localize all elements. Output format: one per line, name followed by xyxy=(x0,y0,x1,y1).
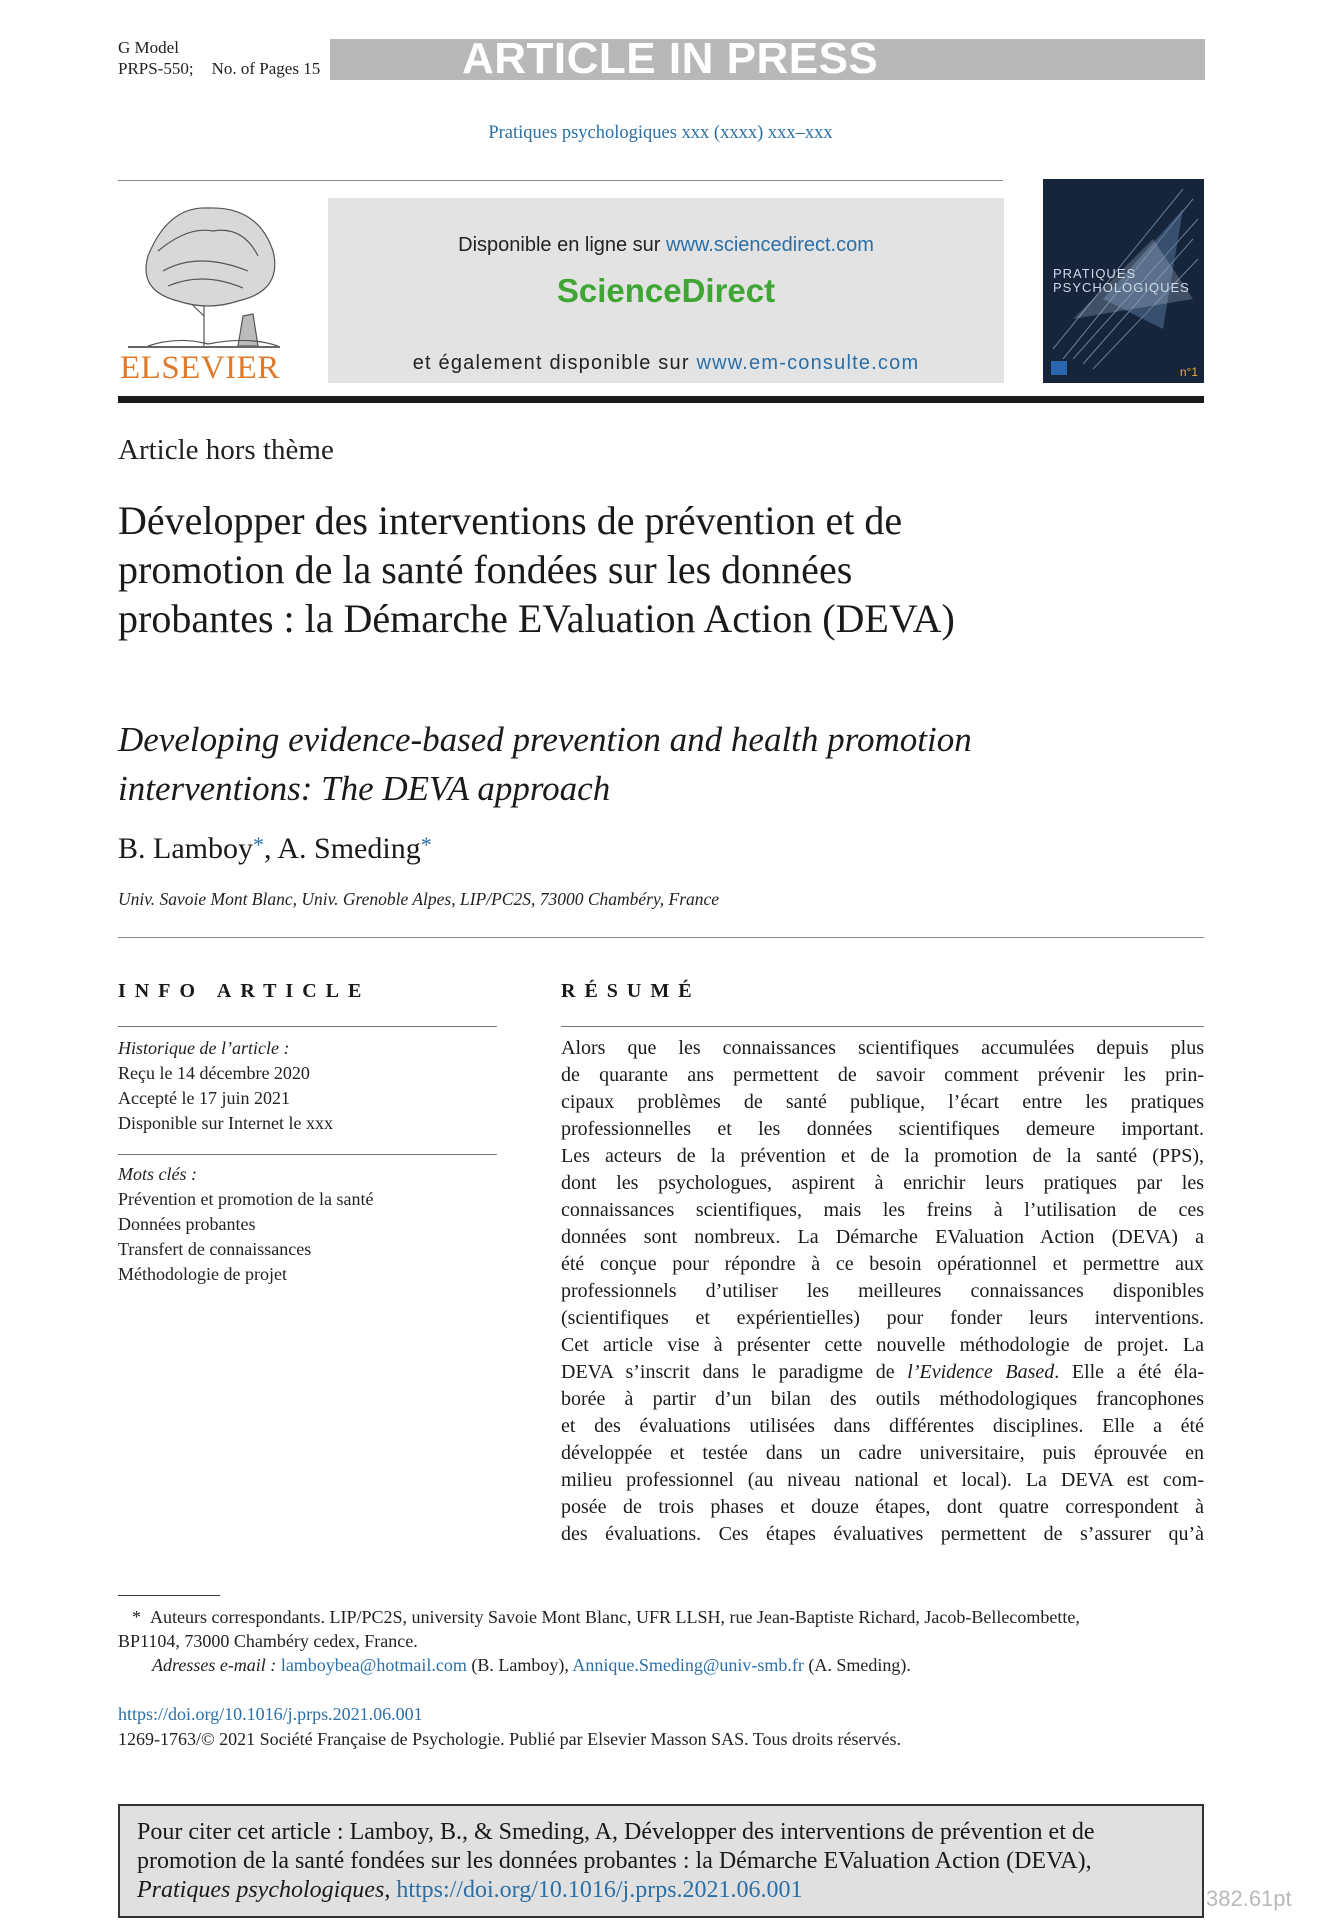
page-count: No. of Pages 15 xyxy=(211,59,321,78)
em-consulte-link[interactable]: www.em-consulte.com xyxy=(696,352,920,374)
email-label: Adresses e-mail : xyxy=(152,1655,277,1675)
info-rule-keywords xyxy=(118,1154,497,1155)
gmodel-label: G Model xyxy=(118,38,179,57)
abstract-line: Cet article vise à présenter cette nouvelle méthodologie de projet. La xyxy=(561,1334,1204,1356)
abstract-emphasis: l’Evidence Based xyxy=(907,1361,1055,1383)
title-english: Developing evidence-based prevention and health promotion interventions: The DEVA approach xyxy=(118,720,972,808)
abstract-line: Les acteurs de la prévention et de la promotion de la santé (PPS), xyxy=(561,1145,1204,1167)
abstract-line-mixed xyxy=(561,1359,1204,1386)
title-french: Développer des interventions de prévention et de promotion de la santé fondées sur les données probantes : la Démarche EValuation Action (DEVA) xyxy=(118,498,955,641)
abstract-line: professionnels d’utiliser les meilleures connaissances disponibles xyxy=(561,1280,1204,1302)
footnote-line: BP1104, 73000 Chambéry cedex, France. xyxy=(118,1631,418,1651)
cover-issue-number: n°1 xyxy=(1179,365,1198,379)
email-lamboy-link[interactable]: lamboybea@hotmail.com xyxy=(280,1655,467,1675)
email-smeding-name: (A. Smeding). xyxy=(803,1655,911,1675)
citation-prefix: Pour citer cet article : Lamboy, B., & Smeding, A, Développer des interventions de prévention et de promotion de la santé fondées sur les données probantes : la Démarche EValuation Action (DEVA), xyxy=(137,1819,1095,1874)
abstract-line: Alors que les connaissances scientifiques accumulées depuis plus xyxy=(561,1037,1204,1059)
model-info xyxy=(118,37,338,79)
abstract-line: connaissances scientifiques, mais les freins à l’utilisation de ces xyxy=(561,1199,1204,1221)
abstract-line: professionnelles et les données scientifiques demeure important. xyxy=(561,1118,1204,1140)
abstract-line: développée et testée dans un cadre universitaire, puis éprouvée en xyxy=(561,1442,1204,1464)
resume-rule xyxy=(561,1026,1204,1027)
keyword: Méthodologie de projet xyxy=(118,1264,287,1284)
cover-title xyxy=(1053,267,1190,295)
abstract-line: été conçue pour répondre à ce besoin opérationnel et permettre aux xyxy=(561,1253,1204,1275)
title-divider xyxy=(118,937,1204,938)
footnote-line xyxy=(118,1605,1204,1629)
copyright: 1269-1763/© 2021 Société Française de Psychologie. Publié par Elsevier Masson SAS. Tous droits réservés. xyxy=(118,1729,901,1749)
corresponding-footnote xyxy=(118,1605,1204,1677)
abstract-line: posée de trois phases et douze étapes, dont quatre correspondent à xyxy=(561,1496,1204,1518)
keyword: Transfert de connaissances xyxy=(118,1239,312,1259)
cover-title-line2: PSYCHOLOGIQUES xyxy=(1053,280,1190,295)
header-divider xyxy=(118,180,1003,181)
page-size-label: 382.61pt xyxy=(1206,1886,1292,1911)
citation-text xyxy=(137,1818,1187,1905)
email-smeding-link[interactable]: Annique.Smeding@univ-smb.fr xyxy=(572,1655,804,1675)
footnote-rule xyxy=(118,1595,220,1596)
abstract-line-part: . Elle a été éla- xyxy=(1054,1361,1205,1383)
info-article-heading: INFO ARTICLE xyxy=(118,980,371,1002)
abstract-line: milieu professionnel (au niveau national et local). La DEVA est com- xyxy=(561,1469,1204,1491)
doi-link[interactable]: https://doi.org/10.1016/j.prps.2021.06.001 xyxy=(118,1704,423,1724)
journal-cover xyxy=(1043,179,1204,383)
keywords xyxy=(118,1162,373,1287)
history-label: Historique de l’article : xyxy=(118,1038,290,1058)
info-rule-top xyxy=(118,1026,497,1027)
abstract-line: données sont nombreux. La Démarche EValuation Action (DEVA) a xyxy=(561,1226,1204,1248)
header-thick-rule xyxy=(118,396,1204,403)
footnote-marker: * xyxy=(132,1607,141,1627)
affiliation: Univ. Savoie Mont Blanc, Univ. Grenoble Alpes, LIP/PC2S, 73000 Chambéry, France xyxy=(118,889,720,909)
received-date: Reçu le 14 décembre 2020 xyxy=(118,1063,310,1083)
sciencedirect-logo: ScienceDirect xyxy=(556,272,776,309)
keyword: Données probantes xyxy=(118,1214,256,1234)
model-code-row xyxy=(118,58,338,79)
abstract-line: et des évaluations utilisées dans différentes disciplines. Elle a été xyxy=(561,1415,1204,1437)
abstract-line: des évaluations. Ces étapes évaluatives permettent de s’assurer qu’à xyxy=(561,1523,1204,1545)
abstract-line: (scientifiques et expérientielles) pour fonder leurs interventions. xyxy=(561,1307,1204,1329)
keyword: Prévention et promotion de la santé xyxy=(118,1189,374,1209)
abstract-line: cipaux problèmes de santé publique, l’écart entre les pratiques xyxy=(561,1091,1204,1113)
citation-separator: , xyxy=(384,1877,397,1903)
article-history xyxy=(118,1036,333,1136)
resume-heading: RÉSUMÉ xyxy=(561,980,701,1002)
author-footnote-link[interactable]: * xyxy=(420,832,432,857)
abstract-line-part: DEVA s’inscrit dans le paradigme de xyxy=(561,1361,908,1383)
author-smeding: A. Smeding xyxy=(277,832,421,865)
online-date: Disponible sur Internet le xxx xyxy=(118,1113,333,1133)
cover-title-line1: PRATIQUES xyxy=(1053,266,1137,281)
also-prefix: et également disponible sur xyxy=(412,352,697,374)
abstract-line: dont les psychologues, aspirent à enrichir leurs pratiques par les xyxy=(561,1172,1204,1194)
abstract-line: borée à partir d’un bilan des outils méthodologiques francophones xyxy=(561,1388,1204,1410)
citation-doi-link[interactable]: https://doi.org/10.1016/j.prps.2021.06.001 xyxy=(396,1877,803,1903)
abstract-body xyxy=(561,1035,1204,1548)
sciencedirect-link[interactable]: www.sciencedirect.com xyxy=(666,234,874,256)
keywords-label: Mots clés : xyxy=(118,1164,197,1184)
journal-reference: Pratiques psychologiques xxx (xxxx) xxx–xxx xyxy=(488,123,833,143)
elsevier-wordmark: ELSEVIER xyxy=(120,350,280,386)
also-availability xyxy=(328,352,1004,375)
article-type: Article hors thème xyxy=(118,434,334,466)
model-code: PRPS-550; xyxy=(118,59,194,78)
email-lamboy-name: (B. Lamboy), xyxy=(466,1655,573,1675)
author-footnote-link[interactable]: * xyxy=(253,832,264,857)
accepted-date: Accepté le 17 juin 2021 xyxy=(118,1088,290,1108)
online-prefix: Disponible en ligne sur xyxy=(458,234,667,256)
author-lamboy: B. Lamboy xyxy=(118,832,253,865)
citation-journal: Pratiques psychologiques xyxy=(137,1877,385,1903)
online-availability xyxy=(328,234,1004,257)
footnote-text: Auteurs correspondants. LIP/PC2S, university Savoie Mont Blanc, UFR LLSH, rue Jean-Baptiste Richard, Jacob-Bellecombette, xyxy=(150,1607,1080,1627)
abstract-line: de quarante ans permettent de savoir comment prévenir les prin- xyxy=(561,1064,1204,1086)
email-line xyxy=(118,1653,1204,1677)
article-in-press-label: ARTICLE IN PRESS xyxy=(462,34,879,83)
authors: B. Lamboy*, A. Smeding* xyxy=(118,832,432,865)
